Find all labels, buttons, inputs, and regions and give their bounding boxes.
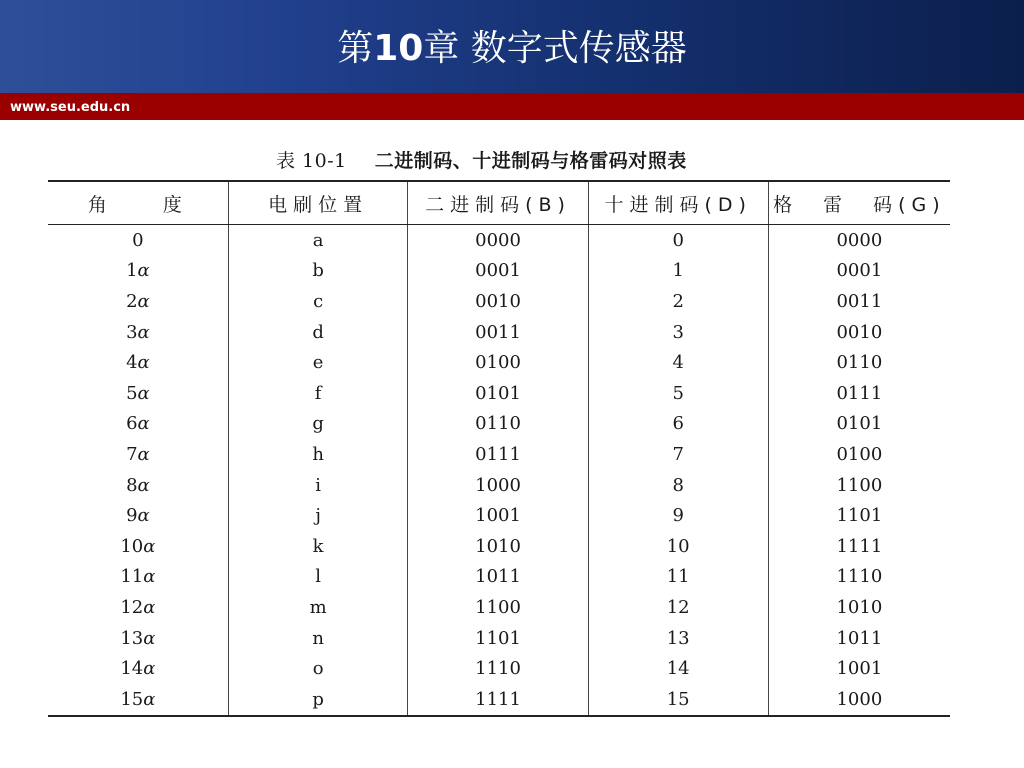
title-prefix: 第	[337, 28, 374, 69]
cell-binary: 0111	[408, 439, 588, 470]
cell-gray: 0010	[768, 317, 950, 348]
table-caption	[276, 146, 687, 173]
cell-brush: h	[228, 439, 408, 470]
alpha-symbol: α	[137, 260, 150, 282]
alpha-symbol: α	[137, 382, 150, 404]
cell-binary: 0010	[408, 286, 588, 317]
cell-binary: 1101	[408, 623, 588, 654]
cell-binary: 0000	[408, 225, 588, 256]
angle-value: 15	[120, 688, 144, 710]
angle-value: 8	[126, 474, 138, 496]
table-row	[48, 531, 950, 562]
angle-value: 9	[126, 505, 138, 527]
header-decimal: 十进制码(D)	[588, 181, 768, 225]
cell-brush: a	[228, 225, 408, 256]
cell-decimal: 1	[588, 256, 768, 287]
cell-angle	[48, 439, 228, 470]
cell-brush: o	[228, 653, 408, 684]
cell-gray: 1111	[768, 531, 950, 562]
cell-angle	[48, 531, 228, 562]
angle-value: 13	[120, 627, 144, 649]
cell-gray: 1101	[768, 500, 950, 531]
cell-gray: 0001	[768, 256, 950, 287]
cell-brush: d	[228, 317, 408, 348]
table-row	[48, 500, 950, 531]
cell-decimal: 6	[588, 409, 768, 440]
angle-value: 7	[126, 443, 138, 465]
cell-binary: 1111	[408, 684, 588, 716]
cell-brush: c	[228, 286, 408, 317]
cell-gray: 0000	[768, 225, 950, 256]
table-row	[48, 256, 950, 287]
cell-binary: 0100	[408, 347, 588, 378]
cell-decimal: 3	[588, 317, 768, 348]
site-url: www.seu.edu.cn	[10, 100, 131, 115]
cell-decimal: 10	[588, 531, 768, 562]
cell-binary: 1001	[408, 500, 588, 531]
code-comparison-table	[48, 180, 950, 717]
cell-angle	[48, 225, 228, 256]
table-row	[48, 439, 950, 470]
table-row	[48, 225, 950, 256]
cell-gray: 0110	[768, 347, 950, 378]
table-row	[48, 409, 950, 440]
angle-value: 3	[126, 321, 138, 343]
table-number: 表 10-1	[276, 150, 347, 172]
cell-brush: j	[228, 500, 408, 531]
title-banner	[0, 0, 1024, 93]
cell-binary: 0101	[408, 378, 588, 409]
table-row	[48, 623, 950, 654]
cell-angle	[48, 317, 228, 348]
cell-gray: 0100	[768, 439, 950, 470]
cell-gray: 1011	[768, 623, 950, 654]
angle-value: 4	[126, 352, 138, 374]
alpha-symbol: α	[137, 352, 150, 374]
table-row	[48, 653, 950, 684]
angle-value: 6	[126, 413, 138, 435]
cell-decimal: 9	[588, 500, 768, 531]
cell-brush: g	[228, 409, 408, 440]
cell-binary: 1000	[408, 470, 588, 501]
cell-brush: b	[228, 256, 408, 287]
table-row	[48, 286, 950, 317]
angle-value: 1	[126, 260, 138, 282]
alpha-symbol: α	[143, 566, 156, 588]
url-bar	[0, 93, 1024, 120]
table-body	[48, 225, 950, 716]
cell-binary: 1110	[408, 653, 588, 684]
angle-value: 10	[120, 535, 144, 557]
title-suffix: 章 数字式传感器	[423, 28, 687, 69]
table-row	[48, 347, 950, 378]
cell-binary: 0001	[408, 256, 588, 287]
cell-decimal: 0	[588, 225, 768, 256]
cell-angle	[48, 470, 228, 501]
cell-binary: 1011	[408, 562, 588, 593]
cell-angle	[48, 378, 228, 409]
cell-gray: 1110	[768, 562, 950, 593]
table-row	[48, 684, 950, 716]
cell-brush: f	[228, 378, 408, 409]
alpha-symbol: α	[137, 474, 150, 496]
cell-angle	[48, 684, 228, 716]
alpha-symbol: α	[143, 658, 156, 680]
table-row	[48, 592, 950, 623]
cell-gray: 1001	[768, 653, 950, 684]
cell-gray: 1010	[768, 592, 950, 623]
cell-decimal: 2	[588, 286, 768, 317]
cell-angle	[48, 347, 228, 378]
table-row	[48, 470, 950, 501]
cell-brush: m	[228, 592, 408, 623]
angle-value: 0	[132, 229, 144, 251]
angle-value: 2	[126, 290, 138, 312]
cell-brush: e	[228, 347, 408, 378]
table-title: 二进制码、十进制码与格雷码对照表	[374, 150, 687, 172]
cell-decimal: 13	[588, 623, 768, 654]
cell-angle	[48, 286, 228, 317]
cell-binary: 1100	[408, 592, 588, 623]
alpha-symbol: α	[143, 535, 156, 557]
cell-angle	[48, 409, 228, 440]
cell-brush: k	[228, 531, 408, 562]
cell-binary: 0011	[408, 317, 588, 348]
table-row	[48, 562, 950, 593]
alpha-symbol: α	[143, 688, 156, 710]
alpha-symbol: α	[137, 321, 150, 343]
cell-decimal: 15	[588, 684, 768, 716]
cell-angle	[48, 623, 228, 654]
cell-binary: 1010	[408, 531, 588, 562]
table-header-row	[48, 181, 950, 225]
angle-value: 5	[126, 382, 138, 404]
alpha-symbol: α	[137, 443, 150, 465]
cell-angle	[48, 592, 228, 623]
cell-angle	[48, 562, 228, 593]
cell-brush: l	[228, 562, 408, 593]
cell-decimal: 5	[588, 378, 768, 409]
cell-gray: 0011	[768, 286, 950, 317]
angle-value: 11	[120, 566, 144, 588]
chapter-number: 10	[373, 28, 424, 69]
cell-brush: n	[228, 623, 408, 654]
cell-brush: i	[228, 470, 408, 501]
cell-decimal: 7	[588, 439, 768, 470]
table-row	[48, 378, 950, 409]
header-brush-position: 电刷位置	[228, 181, 408, 225]
alpha-symbol: α	[143, 627, 156, 649]
cell-decimal: 8	[588, 470, 768, 501]
cell-decimal: 14	[588, 653, 768, 684]
cell-angle	[48, 500, 228, 531]
angle-value: 12	[120, 596, 144, 618]
cell-gray: 1000	[768, 684, 950, 716]
alpha-symbol: α	[137, 413, 150, 435]
cell-binary: 0110	[408, 409, 588, 440]
cell-decimal: 11	[588, 562, 768, 593]
cell-decimal: 4	[588, 347, 768, 378]
header-angle: 角 度	[48, 181, 228, 225]
header-gray: 格 雷 码(G)	[768, 181, 950, 225]
cell-gray: 0101	[768, 409, 950, 440]
cell-decimal: 12	[588, 592, 768, 623]
alpha-symbol: α	[143, 596, 156, 618]
cell-angle	[48, 653, 228, 684]
alpha-symbol: α	[137, 290, 150, 312]
cell-angle	[48, 256, 228, 287]
cell-gray: 0111	[768, 378, 950, 409]
slide-title	[0, 26, 1024, 72]
angle-value: 14	[120, 658, 144, 680]
header-binary: 二进制码(B)	[408, 181, 588, 225]
alpha-symbol: α	[137, 505, 150, 527]
cell-brush: p	[228, 684, 408, 716]
table-row	[48, 317, 950, 348]
cell-gray: 1100	[768, 470, 950, 501]
